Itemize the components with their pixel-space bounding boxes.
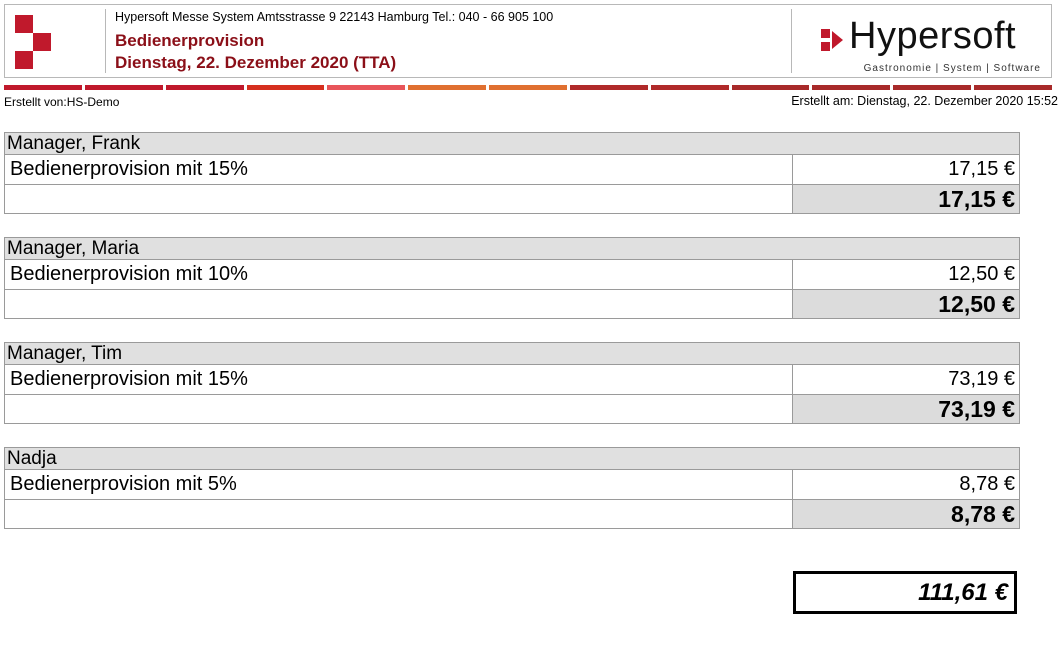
stripe-segment (85, 85, 163, 90)
commission-value: 17,15 € (948, 158, 1015, 180)
commission-row (4, 469, 1020, 499)
stripe-segment (893, 85, 971, 90)
operator-name: Manager, Frank (4, 132, 1020, 154)
stripe-segment (570, 85, 648, 90)
created-at: Erstellt am: Dienstag, 22. Dezember 2020 15:52 (791, 94, 1058, 108)
operator-section (4, 132, 1020, 214)
subtotal-value: 73,19 € (793, 395, 1019, 423)
subtotal-value: 12,50 € (793, 290, 1019, 318)
commission-label: Bedienerprovision mit 10% (5, 260, 793, 289)
stripe-segment (327, 85, 405, 90)
stripe-segment (812, 85, 890, 90)
stripe-segment (974, 85, 1052, 90)
subtotal-label (5, 500, 793, 528)
grand-total: 111,61 € (793, 571, 1017, 614)
created-by: Erstellt von:HS-Demo (4, 95, 120, 109)
header-divider (105, 9, 106, 73)
brand-logo (817, 13, 1041, 73)
report-title: Bedienerprovision (115, 31, 265, 50)
commission-label: Bedienerprovision mit 15% (5, 365, 793, 394)
stripe-segment (732, 85, 810, 90)
header-divider (791, 9, 792, 73)
brand-tagline: Gastronomie | System | Software (863, 63, 1041, 74)
stripe-segment (247, 85, 325, 90)
commission-label: Bedienerprovision mit 5% (5, 470, 793, 499)
commission-value: 73,19 € (948, 368, 1015, 390)
company-logo-icon (15, 15, 70, 70)
commission-row (4, 154, 1020, 184)
stripe-segment (408, 85, 486, 90)
stripe-segment (166, 85, 244, 90)
subtotal-label (5, 290, 793, 318)
subtotal-value: 8,78 € (793, 500, 1019, 528)
company-address: Hypersoft Messe System Amtsstrasse 9 22143 Hamburg Tel.: 040 - 66 905 100 (115, 10, 554, 24)
color-stripe (4, 85, 1052, 90)
commission-row (4, 364, 1020, 394)
operator-name: Manager, Tim (4, 342, 1020, 364)
commission-label: Bedienerprovision mit 15% (5, 155, 793, 184)
stripe-segment (651, 85, 729, 90)
stripe-segment (4, 85, 82, 90)
commission-value: 12,50 € (948, 263, 1015, 285)
subtotal-row (4, 394, 1020, 424)
operator-section (4, 342, 1020, 424)
report-date: Dienstag, 22. Dezember 2020 (TTA) (115, 53, 397, 72)
subtotal-row (4, 289, 1020, 319)
subtotal-label (5, 185, 793, 213)
operator-name: Manager, Maria (4, 237, 1020, 259)
brand-arrow-icon (821, 29, 843, 51)
operator-name: Nadja (4, 447, 1020, 469)
brand-name: Hypersoft (849, 15, 1017, 57)
report-header (4, 4, 1052, 78)
commission-row (4, 259, 1020, 289)
subtotal-value: 17,15 € (793, 185, 1019, 213)
subtotal-label (5, 395, 793, 423)
operator-section (4, 447, 1020, 529)
commission-value: 8,78 € (959, 473, 1015, 495)
subtotal-row (4, 499, 1020, 529)
stripe-segment (489, 85, 567, 90)
subtotal-row (4, 184, 1020, 214)
operator-section (4, 237, 1020, 319)
